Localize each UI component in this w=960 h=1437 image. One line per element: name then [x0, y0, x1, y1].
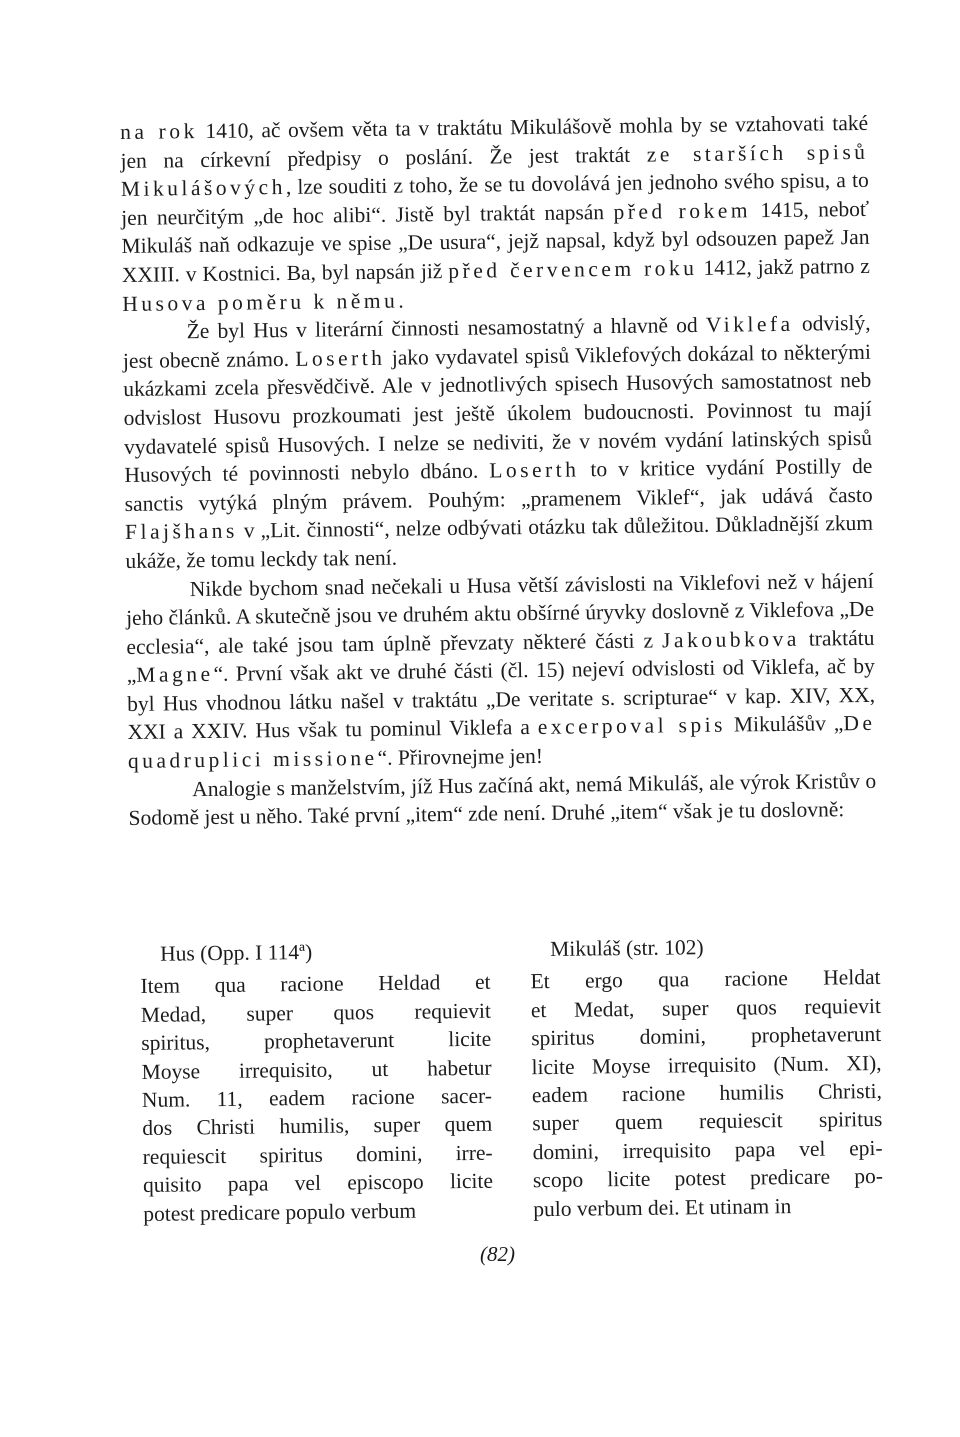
spaced-emphasis: Jakoubkova [661, 626, 800, 653]
column-hus [140, 936, 493, 1228]
text-run: Mikulášův „ [725, 711, 844, 738]
column-line: Num. 11, eadem racione sacer- [141, 1083, 493, 1113]
column-mikulas [530, 931, 883, 1223]
paragraph [128, 766, 877, 832]
spaced-emphasis: Magne [136, 662, 214, 688]
column-line: pulo verbum dei. Et utinam in [533, 1193, 792, 1221]
spaced-emphasis: Loserth [295, 345, 386, 371]
text-run: to v kritice vydání Postilly de sanctis vytýká plným právem. Pouhým: „pramenem Viklef“, jak udává často [124, 453, 873, 516]
column-line: potest predicare populo verbum [143, 1198, 417, 1226]
spaced-emphasis: Viklefa [705, 311, 794, 338]
paragraph [122, 309, 873, 575]
column-line: Moyse irrequisito, ut habetur [141, 1055, 492, 1084]
column-line: requiescit spiritus domini, irre- [142, 1140, 493, 1169]
page-number: (82) [480, 1242, 515, 1266]
spaced-emphasis: před červencem roku [448, 255, 698, 283]
column-heading-hus: Hus (Opp. I 114ª) [160, 939, 313, 966]
column-line: Et ergo qua racione Heldat [530, 965, 881, 994]
column-lines-hus [140, 968, 493, 1228]
column-line: Item qua racione Heldad et [140, 970, 491, 999]
column-line: eadem racione humilis Christi, [531, 1078, 883, 1108]
spaced-emphasis: De quadruplici missione [127, 711, 876, 774]
text-run: Že byl Hus v literární činnosti nesamostatný a hlavně od [186, 313, 707, 344]
column-line: quisito papa vel episcopo licite [142, 1168, 494, 1198]
column-line: Medad, super quos requievit [140, 998, 492, 1027]
spaced-emphasis: Loserth [489, 457, 580, 483]
text-run: 1412, jakž patrno z [697, 253, 871, 280]
text-run: , lze souditi z toho, že se tu dovolává jen jednoho svého spisu, a to jen neurčitým „de hoc alibi“. Jistě byl traktát napsán [121, 168, 869, 230]
text-run: traktátu „ [126, 625, 875, 688]
text-run: v „Lit. činnosti“, nelze odbývati otázku tak důležitou. Důkladnější zkum ukáže, že tomu leckdy tak není. [125, 511, 874, 573]
spaced-emphasis: Husova poměru k němu [122, 288, 399, 316]
text-run: . [398, 288, 404, 313]
spaced-emphasis: před rokem [613, 198, 752, 224]
text-run: jako vydavatel spisů Viklefových dokázal to některými ukázkami zcela přesvědčivě. Ale v jednotlivých spisech Husových samostatnost neb odvislost Husovu prozkoumati jest ještě úkolem budoucnosti. Povinnost tu mají vydavatelé spisů Husových. I nelze se nediviti, že v novém vydání latinských spisů Husových té povinnosti nebylo dbáno. [123, 339, 873, 488]
column-line: spiritus, prophetaverunt licite [141, 1026, 492, 1056]
text-run: Nikde bychom snad nečekali u Husa větší závislosti na Viklefovi než v hájení jeho článků. A skutečně jsou ve druhém aktu obšírné úryvky doslovně z Viklefova „De ecclesia“, ale také jsou tam úplně převzaty některé části z [125, 568, 875, 659]
parallel-columns [140, 931, 883, 1228]
column-line: et Medat, super quos requievit [530, 993, 882, 1023]
spaced-emphasis: ze starších spisů Mikulášových [120, 139, 869, 202]
column-line: dos Christi humilis, super quem [142, 1112, 493, 1141]
column-heading-mikulas: Mikuláš (str. 102) [549, 935, 704, 961]
text-run: 1415, neboť Mikuláš naň odkazuje ve spise „De usura“, jejž napsal, když byl odsouzen papež Jan XXIII. v Kostnici. Ba, byl napsán již [121, 196, 870, 287]
text-run: odvislý, jest obecně známo. [122, 311, 871, 373]
paragraph [126, 566, 876, 775]
body-text [120, 109, 877, 833]
column-lines-mikulas [530, 963, 883, 1223]
spaced-emphasis: excerpoval spis [537, 713, 727, 740]
text-run: “. Přirovnejme jen! [377, 743, 544, 770]
column-line: domini, irrequisito papa vel epi- [532, 1135, 883, 1165]
spaced-emphasis: Flajšhans [124, 518, 238, 545]
column-line: scopo licite potest predicare po- [532, 1164, 884, 1193]
text-run: “. První však akt ve druhé části (čl. 15) nejeví odvislosti od Viklefa, ač by byl Hus vhodnou látku našel v traktátu „De veritate s. scripturae“ v kap. XIV, XX, XXI a XXIV. Hus však tu pominul Viklefa a [127, 654, 876, 745]
text-run: Analogie s manželstvím, jíž Hus začíná akt, nemá Mikuláš, ale výrok Kristův o Sodomě jest u něho. Také první „item“ zde není. Druhé „item“ však je tu doslovně: [128, 768, 877, 831]
paragraph [120, 109, 870, 318]
column-line: super quem requiescit spiritus [532, 1107, 883, 1136]
column-line: licite Moyse irrequisito (Num. XI), [531, 1050, 882, 1079]
column-line: spiritus domini, prophetaverunt [531, 1022, 882, 1051]
spaced-emphasis: na rok [120, 119, 198, 144]
text-run: 1410, ač ovšem věta ta v traktátu Mikulášově mohla by se vztahovati také jen na církevní předpisy o poslání. Že jest traktát [120, 110, 869, 173]
